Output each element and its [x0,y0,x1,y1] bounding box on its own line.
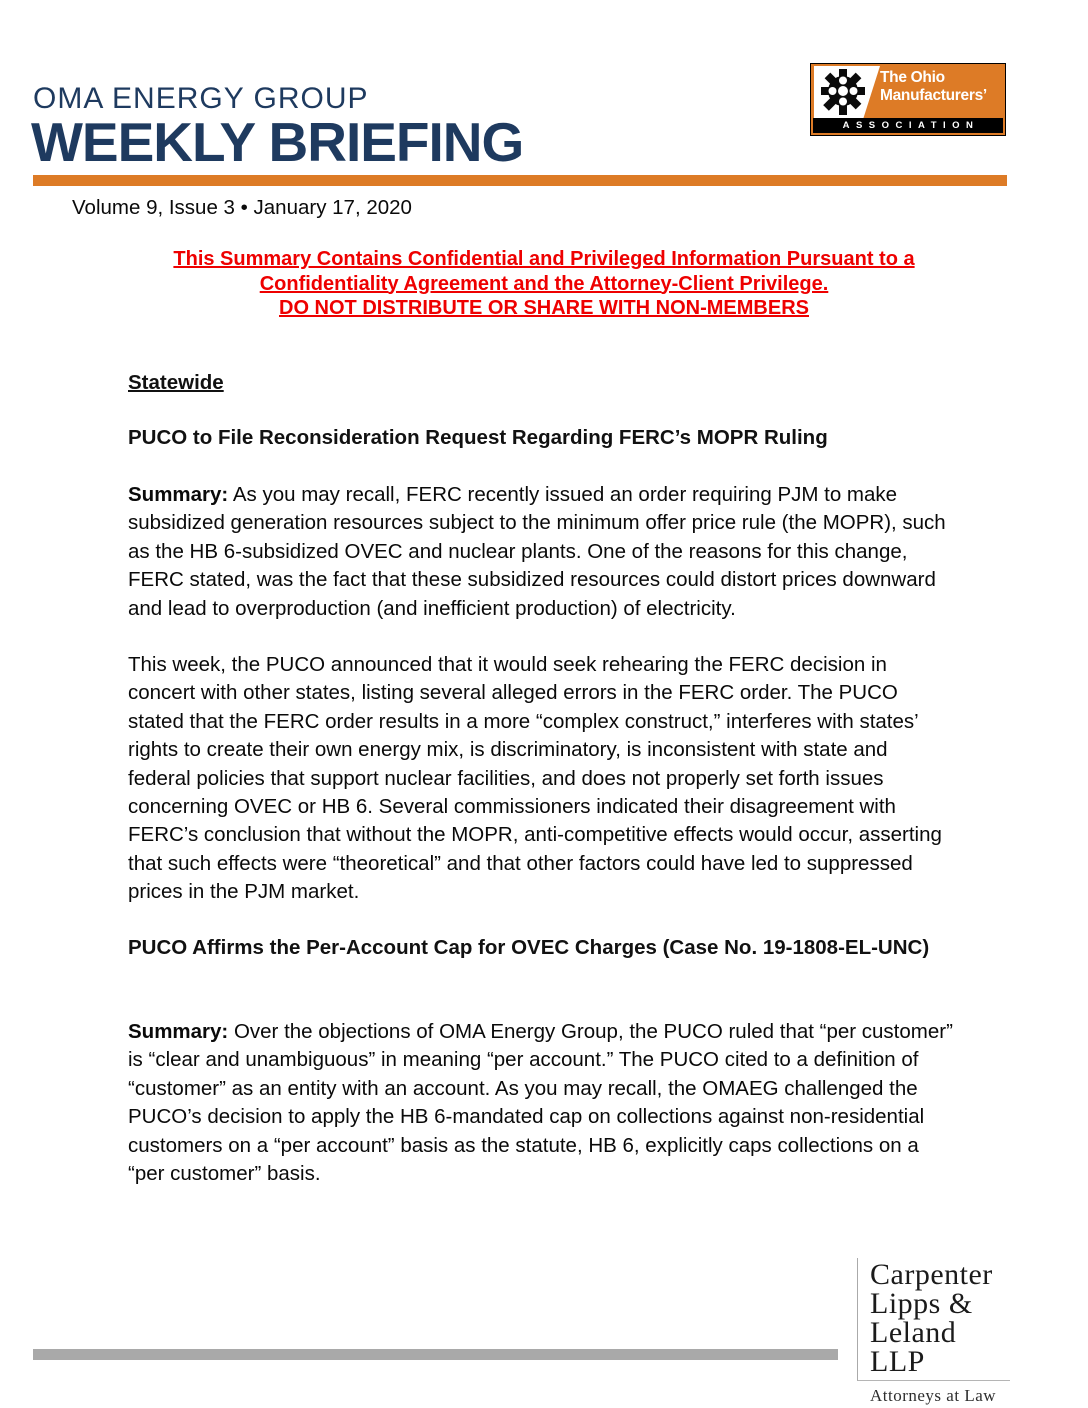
orange-divider-rule [33,175,1007,186]
org-name: OMA ENERGY GROUP [33,82,369,115]
oma-association-logo [810,63,1006,136]
article-heading-ovec-cap: PUCO Affirms the Per-Account Cap for OVEC Charges (Case No. 19-1808-EL-UNC) [128,936,930,959]
notice-line-2: Confidentiality Agreement and the Attorney-Client Privilege. [259,272,829,295]
confidentiality-notice [0,247,1088,321]
paragraph-mopr-rehearing [128,651,954,907]
gear-icon [813,64,873,120]
paragraph-ovec-summary [128,1018,954,1188]
article-heading-mopr: PUCO to File Reconsideration Request Regarding FERC’s MOPR Ruling [128,426,828,449]
logo-line-1: The Ohio [880,69,945,86]
notice-line-1: This Summary Contains Confidential and Privileged Information Pursuant to a [173,248,915,270]
logo-text [880,69,987,105]
firm-name-line-3: Leland LLP [870,1316,957,1378]
paragraph-text: As you may recall, FERC recently issued an order requiring PJM to make subsidized generation resources subject to the minimum offer price rule (the MOPR), such as the HB 6-subsidized OVEC and nuclear plants. One of the reasons for this change, FERC stated, was the fact that these subsidized resources could distort prices downward and lead to overproduction (and inefficient production) of electricity. [128,483,946,620]
newsletter-title: WEEKLY BRIEFING [31,111,524,173]
firm-name-line-2: Lipps & [870,1287,973,1320]
logo-line-2: Manufacturers’ [880,87,987,104]
firm-tagline: Attorneys at Law [870,1386,997,1405]
summary-label: Summary: [128,1020,229,1043]
notice-line-3: DO NOT DISTRIBUTE OR SHARE WITH NON-MEMBERS [279,297,809,319]
firm-name-line-1: Carpenter [870,1258,993,1291]
logo-association-bar: ASSOCIATION [813,118,1003,133]
carpenter-lipps-leland-logo [857,1258,1010,1406]
footer-gray-bar [33,1349,838,1360]
section-heading-statewide: Statewide [128,371,224,394]
paragraph-text: This week, the PUCO announced that it would seek rehearing the FERC decision in concert with other states, listing several alleged errors in the FERC order. The PUCO stated that the FERC order results in a more “complex construct,” interferes with states’ rights to create their own energy mix, is discriminatory, is inconsistent with state and federal policies that support nuclear facilities, and does not properly set forth issues concerning OVEC or HB 6. Several commissioners indicated their disagreement with FERC’s conclusion that without the MOPR, anti-competitive effects would occur, asserting that such effects were “theoretical” and that other factors could have led to suppressed prices in the PJM market. [128,653,942,904]
paragraph-mopr-summary [128,481,954,623]
issue-line: Volume 9, Issue 3 • January 17, 2020 [72,196,412,219]
summary-label: Summary: [128,483,229,506]
paragraph-text: Over the objections of OMA Energy Group, the PUCO ruled that “per customer” is “clear and unambiguous” in meaning “per account.” The PUCO cited to a definition of “customer” as an entity with an account. As you may recall, the OMAEG challenged the PUCO’s decision to apply the HB 6-mandated cap on collections against non-residential customers on a “per account” basis as the statute, HB 6, explicitly caps collections on a “per customer” basis. [128,1020,953,1186]
law-firm-name [857,1258,1010,1381]
